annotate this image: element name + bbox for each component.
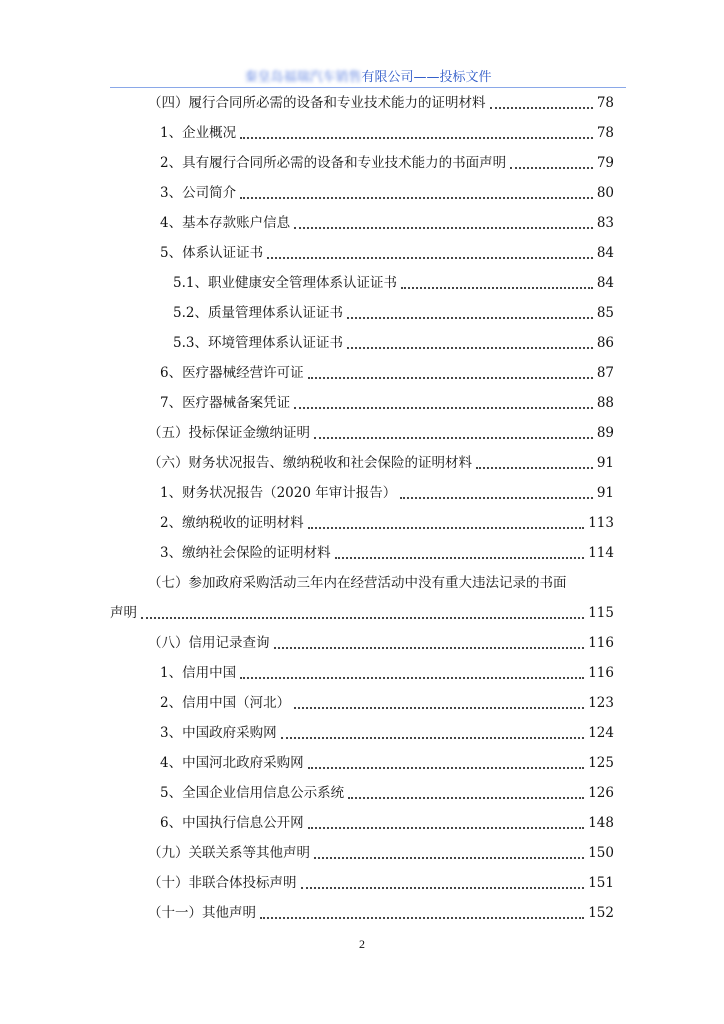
toc-entry[interactable] [148, 448, 614, 472]
toc-entry[interactable] [173, 268, 614, 292]
toc-entry[interactable] [160, 238, 614, 262]
toc-entry-title: （五）投标保证金缴纳证明 [148, 425, 310, 441]
toc-entry-page: 83 [596, 215, 614, 231]
toc-entry-page: 116 [588, 665, 614, 681]
toc-entry[interactable] [110, 598, 614, 622]
toc-entry-title: （十一）其他声明 [148, 905, 256, 921]
toc-entry-title: （八）信用记录查询 [148, 635, 270, 651]
toc-entry-page: 78 [596, 125, 614, 141]
toc-entry-page: 113 [588, 515, 614, 531]
company-name-blurred: 秦皇岛福瑞汽车销售 [244, 70, 362, 85]
toc-entry[interactable] [160, 538, 614, 562]
toc-entry-page: 88 [596, 395, 614, 411]
dot-leader [294, 215, 593, 229]
dot-leader [401, 275, 593, 289]
dot-leader [281, 725, 585, 739]
toc-entry-page: 79 [596, 155, 614, 171]
toc-entry-page: 85 [596, 305, 614, 321]
toc-entry-title: 5、全国企业信用信息公示系统 [160, 785, 345, 801]
toc-entry[interactable] [173, 298, 614, 322]
dot-leader [347, 305, 593, 319]
toc-entry[interactable] [160, 178, 614, 202]
toc-entry-page: 123 [588, 695, 614, 711]
toc-entry-page: 91 [596, 485, 614, 501]
dot-leader [476, 455, 593, 469]
toc-entry[interactable] [160, 658, 614, 682]
toc-entry-page: 152 [588, 905, 614, 921]
toc-entry-page: 114 [588, 545, 614, 561]
dot-leader [314, 425, 593, 439]
toc-entry[interactable] [173, 328, 614, 352]
toc-entry-title: 6、中国执行信息公开网 [160, 815, 304, 831]
toc-entry-title: 5.1、职业健康安全管理体系认证证书 [173, 275, 397, 291]
toc-entry-title: （九）关联关系等其他声明 [148, 845, 310, 861]
dot-leader [400, 485, 593, 499]
toc-entry[interactable] [160, 388, 614, 412]
toc-entry-title: 2、信用中国（河北） [160, 695, 291, 711]
toc-entry-page: 148 [588, 815, 614, 831]
toc-entry-title[interactable]: （七）参加政府采购活动三年内在经营活动中没有重大违法记录的书面 [148, 575, 567, 591]
dot-leader [308, 515, 585, 529]
toc-entry[interactable] [160, 208, 614, 232]
toc-entry-page: 125 [588, 755, 614, 771]
toc-entry-title: 3、公司简介 [160, 185, 237, 201]
toc-entry[interactable] [148, 628, 614, 652]
toc-entry-title: （四）履行合同所必需的设备和专业技术能力的证明材料 [148, 95, 486, 111]
toc-entry-page: 89 [596, 425, 614, 441]
dot-leader [240, 125, 593, 139]
toc-entry[interactable] [148, 838, 614, 862]
toc-entry-page: 86 [596, 335, 614, 351]
toc-entry-page: 116 [588, 635, 614, 651]
toc-entry-page: 84 [596, 245, 614, 261]
toc-entry[interactable] [148, 418, 614, 442]
toc-entry-title: 2、具有履行合同所必需的设备和专业技术能力的书面声明 [160, 155, 507, 171]
dot-leader [308, 815, 585, 829]
dot-leader [490, 95, 593, 109]
toc-entry-title: （六）财务状况报告、缴纳税收和社会保险的证明材料 [148, 455, 472, 471]
toc-entry-title: 1、信用中国 [160, 665, 237, 681]
dot-leader [294, 395, 593, 409]
page-number: 2 [359, 937, 365, 951]
dot-leader [348, 785, 584, 799]
toc-entry-page: 91 [596, 455, 614, 471]
dot-leader [308, 755, 585, 769]
toc-entry[interactable] [160, 118, 614, 142]
toc-entry-title: 5.3、环境管理体系认证证书 [173, 335, 343, 351]
toc-entry-page: 150 [588, 845, 614, 861]
dot-leader [294, 695, 584, 709]
toc-entry-title: 3、缴纳社会保险的证明材料 [160, 545, 331, 561]
toc-entry-title: 5.2、质量管理体系认证证书 [173, 305, 343, 321]
toc-entry-page: 80 [596, 185, 614, 201]
toc-entry-page: 78 [596, 95, 614, 111]
toc-entry[interactable] [160, 358, 614, 382]
toc-entry-title-continued: 声明 [110, 605, 137, 621]
toc-entry[interactable] [148, 898, 614, 922]
toc-entry-page: 84 [596, 275, 614, 291]
toc-entry-title: 6、医疗器械经营许可证 [160, 365, 304, 381]
toc-entry-page: 115 [588, 605, 614, 621]
toc-entry[interactable] [160, 748, 614, 772]
dot-leader [335, 545, 585, 559]
toc-entry-title: 5、体系认证证书 [160, 245, 264, 261]
toc-entry[interactable] [160, 808, 614, 832]
toc-entry-title: 2、缴纳税收的证明材料 [160, 515, 304, 531]
toc-entry-title: 3、中国政府采购网 [160, 725, 277, 741]
dot-leader [308, 365, 593, 379]
dot-leader [267, 245, 593, 259]
dot-leader [274, 635, 585, 649]
toc-entry-page: 151 [588, 875, 614, 891]
toc-entry[interactable] [148, 88, 614, 112]
dot-leader [314, 845, 584, 859]
toc-entry[interactable] [160, 508, 614, 532]
dot-leader [347, 335, 593, 349]
dot-leader [510, 155, 593, 169]
toc-entry-page: 87 [596, 365, 614, 381]
dot-leader [240, 665, 584, 679]
dot-leader [141, 605, 584, 619]
toc-entry-title: 4、中国河北政府采购网 [160, 755, 304, 771]
dot-leader [260, 905, 584, 919]
toc-entry[interactable] [160, 688, 614, 712]
toc-entry-title: 1、企业概况 [160, 125, 237, 141]
toc-entry[interactable] [160, 778, 614, 802]
toc-entry-page: 124 [588, 725, 614, 741]
header-title: 有限公司——投标文件 [361, 70, 492, 85]
toc-entry-title: 7、医疗器械备案凭证 [160, 395, 291, 411]
dot-leader [240, 185, 593, 199]
toc-entry-title: 1、财务状况报告（2020 年审计报告） [160, 485, 397, 501]
toc-entry[interactable] [160, 718, 614, 742]
toc-entry[interactable] [160, 478, 614, 502]
document-header [110, 66, 626, 86]
toc-entry-page: 126 [588, 785, 614, 801]
toc-entry[interactable] [160, 148, 614, 172]
dot-leader [301, 875, 585, 889]
toc-entry-title: （十）非联合体投标声明 [148, 875, 297, 891]
toc-entry-title: 4、基本存款账户信息 [160, 215, 291, 231]
toc-entry[interactable] [148, 868, 614, 892]
